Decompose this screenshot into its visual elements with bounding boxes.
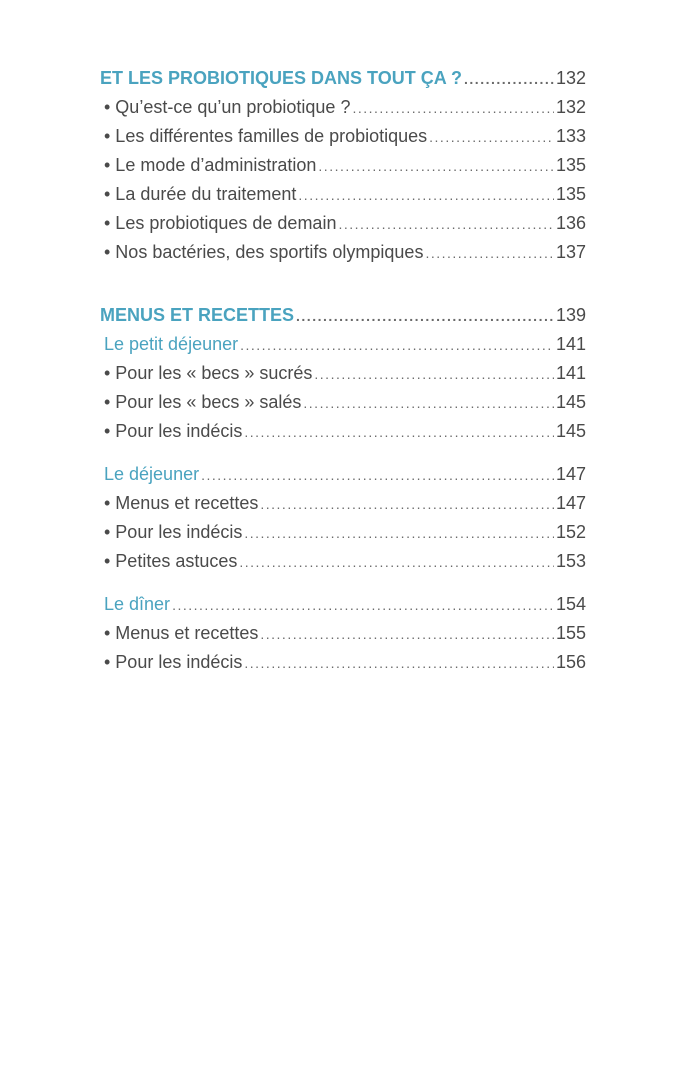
toc-subsection-title: Le dîner bbox=[104, 594, 171, 614]
toc-page-number: 135 bbox=[555, 184, 586, 204]
toc-entry-label: • Menus et recettes bbox=[104, 623, 259, 643]
leader-dots bbox=[239, 554, 554, 570]
toc-section-menus-recettes[interactable] bbox=[100, 305, 586, 334]
toc-page-number: 141 bbox=[555, 334, 586, 354]
toc-entry-label: • Nos bactéries, des sportifs olympiques bbox=[104, 242, 424, 262]
toc-entry-label: • La durée du traitement bbox=[104, 184, 297, 204]
toc-page-number: 154 bbox=[555, 594, 586, 614]
toc-entry[interactable] bbox=[100, 213, 586, 242]
toc-subsection-title: Le déjeuner bbox=[104, 464, 200, 484]
toc-subsection-petit-dejeuner[interactable] bbox=[100, 334, 586, 363]
leader-dots bbox=[260, 496, 554, 512]
toc-entry[interactable] bbox=[100, 623, 586, 652]
toc-page-number: 156 bbox=[555, 652, 586, 672]
leader-dots bbox=[318, 158, 554, 174]
toc-page-number: 147 bbox=[555, 493, 586, 513]
toc-entry-label: • Qu’est-ce qu’un probiotique ? bbox=[104, 97, 351, 117]
toc-entry[interactable] bbox=[100, 126, 586, 155]
toc-entry[interactable] bbox=[100, 392, 586, 421]
toc-section-title: MENUS ET RECETTES bbox=[100, 305, 295, 325]
leader-dots bbox=[429, 129, 554, 145]
toc-page-number: 145 bbox=[555, 392, 586, 412]
toc-entry-label: • Menus et recettes bbox=[104, 493, 259, 513]
toc-subsection-diner[interactable] bbox=[100, 594, 586, 623]
toc-page-number: 145 bbox=[555, 421, 586, 441]
toc-entry-label: • Pour les « becs » sucrés bbox=[104, 363, 313, 383]
leader-dots bbox=[314, 366, 554, 382]
subsection-spacer bbox=[100, 450, 586, 464]
toc-entry-label: • Pour les « becs » salés bbox=[104, 392, 302, 412]
leader-dots bbox=[244, 525, 554, 541]
toc-entry[interactable] bbox=[100, 97, 586, 126]
toc-page-number: 139 bbox=[555, 305, 586, 325]
leader-dots bbox=[244, 655, 554, 671]
toc-entry-label: • Petites astuces bbox=[104, 551, 238, 571]
leader-dots bbox=[201, 467, 554, 483]
leader-dots bbox=[260, 626, 554, 642]
toc-page-number: 132 bbox=[555, 97, 586, 117]
leader-dots bbox=[172, 597, 554, 613]
toc-entry-label: • Pour les indécis bbox=[104, 652, 243, 672]
toc-entry[interactable] bbox=[100, 652, 586, 681]
toc-page-number: 132 bbox=[555, 68, 586, 88]
leader-dots bbox=[240, 337, 554, 353]
toc-entry[interactable] bbox=[100, 155, 586, 184]
toc-entry-label: • Le mode d’administration bbox=[104, 155, 317, 175]
toc-entry-label: • Les différentes familles de probiotiques bbox=[104, 126, 428, 146]
toc-entry[interactable] bbox=[100, 493, 586, 522]
toc-entry[interactable] bbox=[100, 363, 586, 392]
leader-dots bbox=[464, 71, 554, 87]
toc-entry[interactable] bbox=[100, 242, 586, 271]
toc-entry[interactable] bbox=[100, 551, 586, 580]
toc-page-number: 141 bbox=[555, 363, 586, 383]
subsection-spacer bbox=[100, 580, 586, 594]
toc-entry-label: • Les probiotiques de demain bbox=[104, 213, 337, 233]
toc-entry-label: • Pour les indécis bbox=[104, 421, 243, 441]
toc-page-number: 137 bbox=[555, 242, 586, 262]
leader-dots bbox=[244, 424, 554, 440]
toc-page-number: 153 bbox=[555, 551, 586, 571]
toc-subsection-title: Le petit déjeuner bbox=[104, 334, 239, 354]
toc-entry[interactable] bbox=[100, 421, 586, 450]
leader-dots bbox=[303, 395, 554, 411]
section-spacer bbox=[100, 271, 586, 305]
toc-page-number: 152 bbox=[555, 522, 586, 542]
leader-dots bbox=[425, 245, 554, 261]
table-of-contents bbox=[100, 68, 586, 681]
toc-section-probiotiques[interactable] bbox=[100, 68, 586, 97]
toc-entry[interactable] bbox=[100, 522, 586, 551]
toc-page-number: 133 bbox=[555, 126, 586, 146]
toc-section-title: ET LES PROBIOTIQUES DANS TOUT ÇA ? bbox=[100, 68, 463, 88]
leader-dots bbox=[338, 216, 554, 232]
leader-dots bbox=[352, 100, 553, 116]
toc-entry[interactable] bbox=[100, 184, 586, 213]
toc-page-number: 136 bbox=[555, 213, 586, 233]
toc-page-number: 147 bbox=[555, 464, 586, 484]
toc-entry-label: • Pour les indécis bbox=[104, 522, 243, 542]
toc-page-number: 155 bbox=[555, 623, 586, 643]
leader-dots bbox=[298, 187, 554, 203]
leader-dots bbox=[296, 308, 554, 324]
toc-page-number: 135 bbox=[555, 155, 586, 175]
toc-subsection-dejeuner[interactable] bbox=[100, 464, 586, 493]
